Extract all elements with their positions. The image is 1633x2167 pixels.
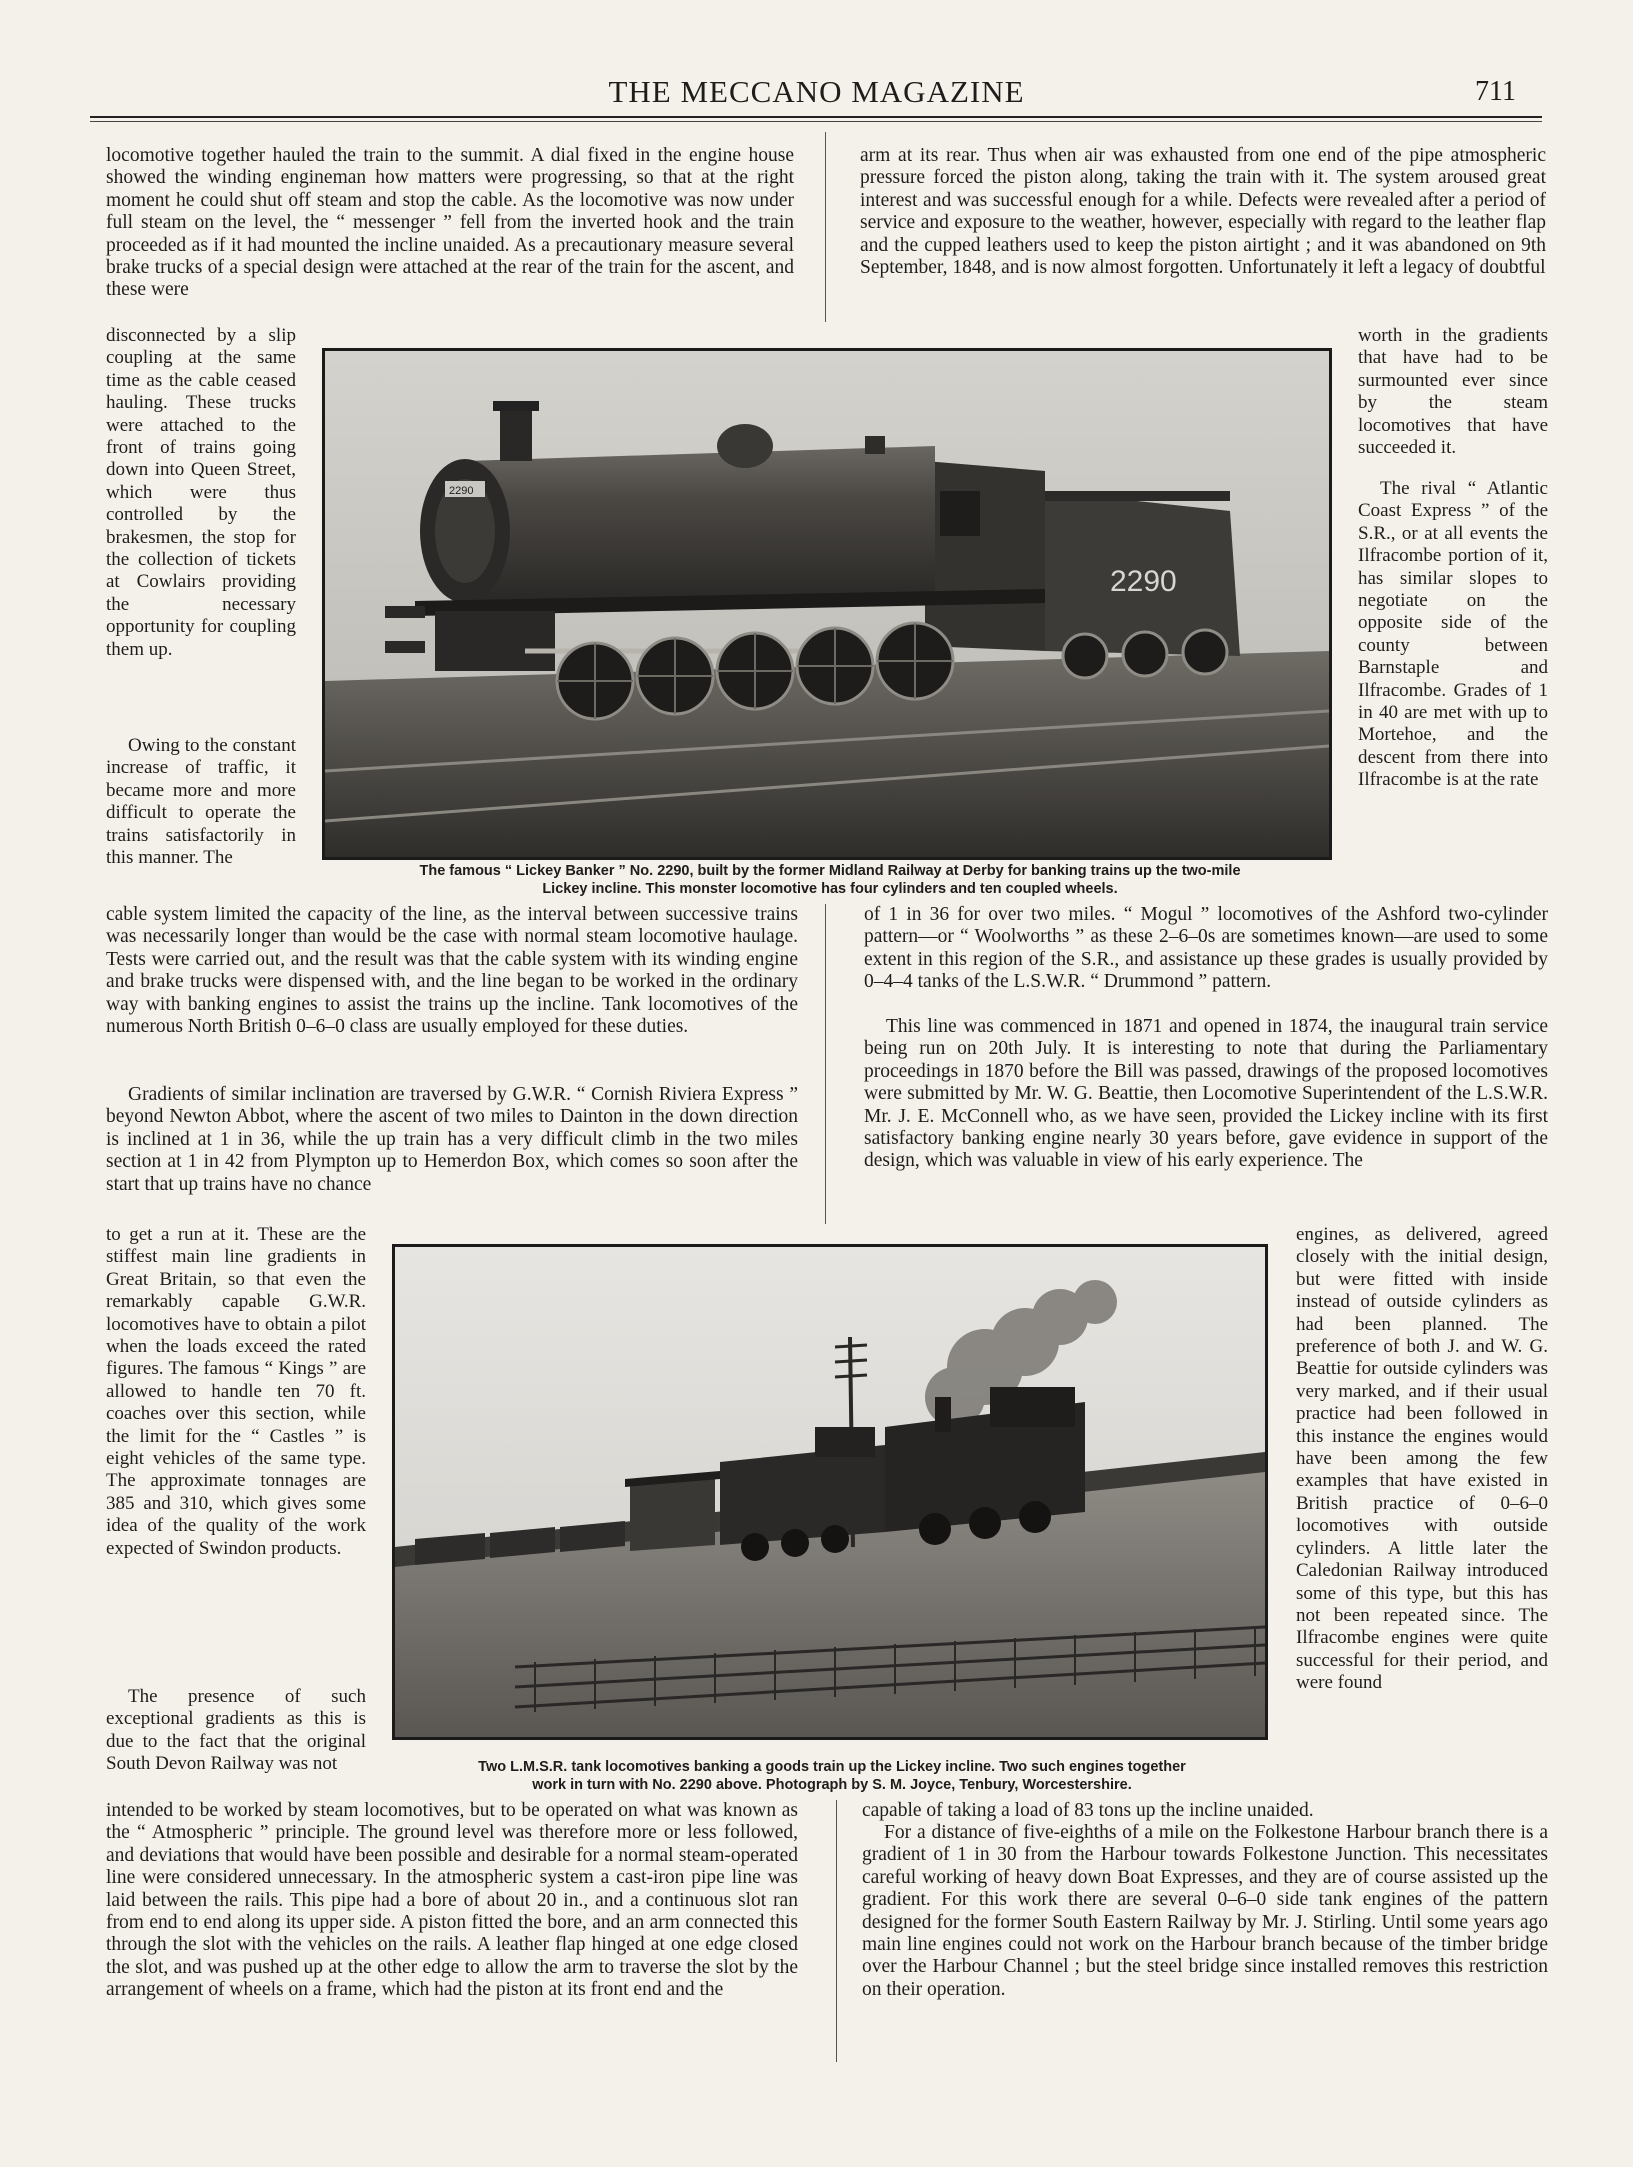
- paragraph-gradients-worth: worth in the gradients that have had to be surmounted ever since by the steam locomotives that have succeeded it.: [1358, 325, 1548, 459]
- smokebox-number: 2290: [449, 485, 474, 497]
- tender-number: 2290: [1110, 565, 1177, 598]
- paragraph-ilfracombe-engines: engines, as delivered, agreed closely with the initial design, but were fitted with inside instead of outside cylinders as had been planned. The preference of both J. and W. G. Beattie for outside cylinders was very marked, and if their usual practice had been followed in this instance the engines would have been among the few examples that have existed in British practice of 0–6–0 locomotives with outside cylinders. A little later the Caledonian Railway introduced some of this type, but this has not been repeated since. The Ilfracombe engines were quite successful for their period, and were found: [1296, 1224, 1548, 1694]
- header-rule-thin: [90, 121, 1542, 122]
- paragraph-atmospheric-continued: arm at its rear. Thus when air was exhausted from one end of the pipe atmospheric pressure forced the piston along, taking the train with it. The system aroused great interest and was successful enough for a while. Defects were revealed after a period of service and exposure to the weather, however, especially with regard to the leather flap and the cupped leathers used to keep the piston airtight ; and it was abandoned on 9th September, 1848, and is now almost forgotten. Unfortunately it left a legacy of doubtful: [860, 145, 1546, 279]
- paragraph-ilfracombe-capacity: capable of taking a load of 83 tons up the incline unaided.: [862, 1800, 1314, 1821]
- column-divider-top: [825, 132, 826, 322]
- paragraph-south-devon: The presence of such exceptional gradients as this is due to the fact that the original South Devon Railway was not: [106, 1686, 366, 1775]
- banking-train-illustration: [395, 1247, 1265, 1737]
- photo-lickey-banker: [322, 348, 1332, 860]
- paragraph-folkestone-harbour: For a distance of five-eighths of a mile on the Folkestone Harbour branch there is a gradient of 1 in 30 from the Harbour towards Folkestone Junction. This necessitates careful working of heavy down Boat Expresses, and they are of course assisted up the gradient. For this work there are several 0–6–0 side tank engines of the pattern designed for the former South Eastern Railway by Mr. J. Stirling. Until some years ago main line engines could not work on the Harbour branch because of the timber bridge over the Harbour Channel ; but the steel bridge since installed removes this restriction on their operation.: [862, 1822, 1548, 2000]
- paragraph-atmospheric-principle: intended to be worked by steam locomotives, but to be operated on what was known as the “ Atmospheric ” principle. The ground level was therefore more or less followed, and deviations that would have been possible and desirable for a normal steam-operated line were considered unnecessary. In the atmospheric system a cast-iron pipe line was laid between the rails. This pipe had a bore of about 20 in., and a continuous slot ran from end to end along its upper side. A piston fitted the bore, and an arm connected this through the slot with the vehicles on the rails. A leather flap hinged at one edge closed the slot, and was pushed up at the other edge to allow the arm to traverse the slot by the arrangement of wheels on a frame, which had the piston at its front end and the: [106, 1800, 798, 2001]
- paragraph-traffic-increase: Owing to the constant increase of traffic, it became more and more difficult to operate the trains satisfactorily in this manner. The: [106, 735, 296, 869]
- paragraph-cable-capacity: cable system limited the capacity of the line, as the interval between successive trains was necessarily longer than would be the case with normal steam locomotive haulage. Tests were carried out, and the result was that the cable system with its winding engine and brake trucks were dispensed with, and the line began to be worked in the ordinary way with banking engines to assist the trains up the incline. Tank locomotives of the numerous North British 0–6–0 class are usually employed for these duties.: [106, 904, 798, 1038]
- locomotive-illustration: [325, 351, 1329, 857]
- caption-banking-goods-train-line1: Two L.M.S.R. tank locomotives banking a goods train up the Lickey incline. Two such engines together: [478, 1759, 1186, 1775]
- paragraph-line-history: This line was commenced in 1871 and opened in 1874, the inaugural train service being run on 20th July. It is interesting to note that during the Parliamentary proceedings in 1870 before the Bill was passed, drawings of the proposed locomotives were submitted by Mr. W. G. Beattie, then Locomotive Superintendent of the L.S.W.R. Mr. J. E. McConnell who, as we have seen, provided the Lickey incline with its first satisfactory banking engine nearly 30 years before, gave evidence in support of the design, which was valuable in view of his early experience. The: [864, 1016, 1548, 1172]
- paragraph-cable-summit: locomotive together hauled the train to the summit. A dial fixed in the engine house showed the winding engineman how matters were progressing, so that at the right moment he could shut off steam and stop the cable. As the locomotive was now under full steam on the level, the “ messenger ” fell from the inverted hook and the train proceeded as if it had mounted the incline unaided. As a precautionary measure several brake trucks of a special design were attached at the rear of the train for the ascent, and these were: [106, 145, 794, 301]
- paragraph-cornish-riviera: Gradients of similar inclination are traversed by G.W.R. “ Cornish Riviera Express ” beyond Newton Abbot, where the ascent of two miles to Dainton in the down direction is inclined at 1 in 36, while the up train has a very difficult climb in the two miles section at 1 in 42 from Plympton up to Hemerdon Box, which comes so soon after the start that up trains have no chance: [106, 1084, 798, 1195]
- column-divider-middle: [825, 904, 826, 1224]
- header-rule: [90, 116, 1542, 118]
- magazine-title: THE MECCANO MAGAZINE: [608, 74, 1025, 109]
- paragraph-mogul: of 1 in 36 for over two miles. “ Mogul ” locomotives of the Ashford two-cylinder pattern—or “ Woolworths ” as these 2–6–0s are sometimes known—are used to some extent in this region of the S.R., and assistance up these grades is usually provided by 0–4–4 tanks of the L.S.W.R. “ Drummond ” pattern.: [864, 904, 1548, 993]
- paragraph-stiffest-gradients: to get a run at it. These are the stiffest main line gradients in Great Britain, so that even the remarkably capable G.W.R. locomotives have to obtain a pilot when the loads exceed the rated figures. The famous “ Kings ” are allowed to handle ten 70 ft. coaches over this section, while the limit for the “ Castles ” is eight vehicles of the same type. The approximate tonnages are 385 and 310, which gives some idea of the quality of the work expected of Swindon products.: [106, 1224, 366, 1559]
- caption-lickey-banker-line1: The famous “ Lickey Banker ” No. 2290, built by the former Midland Railway at Derby for banking trains up the two-mile: [419, 863, 1241, 879]
- caption-lickey-banker: [322, 862, 1338, 898]
- caption-lickey-banker-line2: Lickey incline. This monster locomotive has four cylinders and ten coupled wheels.: [542, 881, 1118, 897]
- column-divider-bottom: [836, 1800, 837, 2062]
- caption-banking-goods-train: [382, 1758, 1282, 1794]
- paragraph-slip-coupling: disconnected by a slip coupling at the same time as the cable ceased hauling. These trucks were attached to the front of trains going down into Queen Street, which were thus controlled by the brakesmen, the stop for the collection of tickets at Cowlairs providing the necessary opportunity for coupling them up.: [106, 325, 296, 660]
- page-number: 711: [1475, 76, 1516, 107]
- paragraph-atlantic-coast: The rival “ Atlantic Coast Express ” of the S.R., or at all events the Ilfracombe portion of it, has similar slopes to negotiate on the opposite side of the county between Barnstaple and Ilfracombe. Grades of 1 in 40 are met with up to Mortehoe, and the descent from there into Ilfracombe is at the rate: [1358, 478, 1548, 791]
- photo-banking-goods-train: [392, 1244, 1268, 1740]
- caption-banking-goods-train-line2: work in turn with No. 2290 above. Photograph by S. M. Joyce, Tenbury, Worcestershire.: [532, 1777, 1132, 1793]
